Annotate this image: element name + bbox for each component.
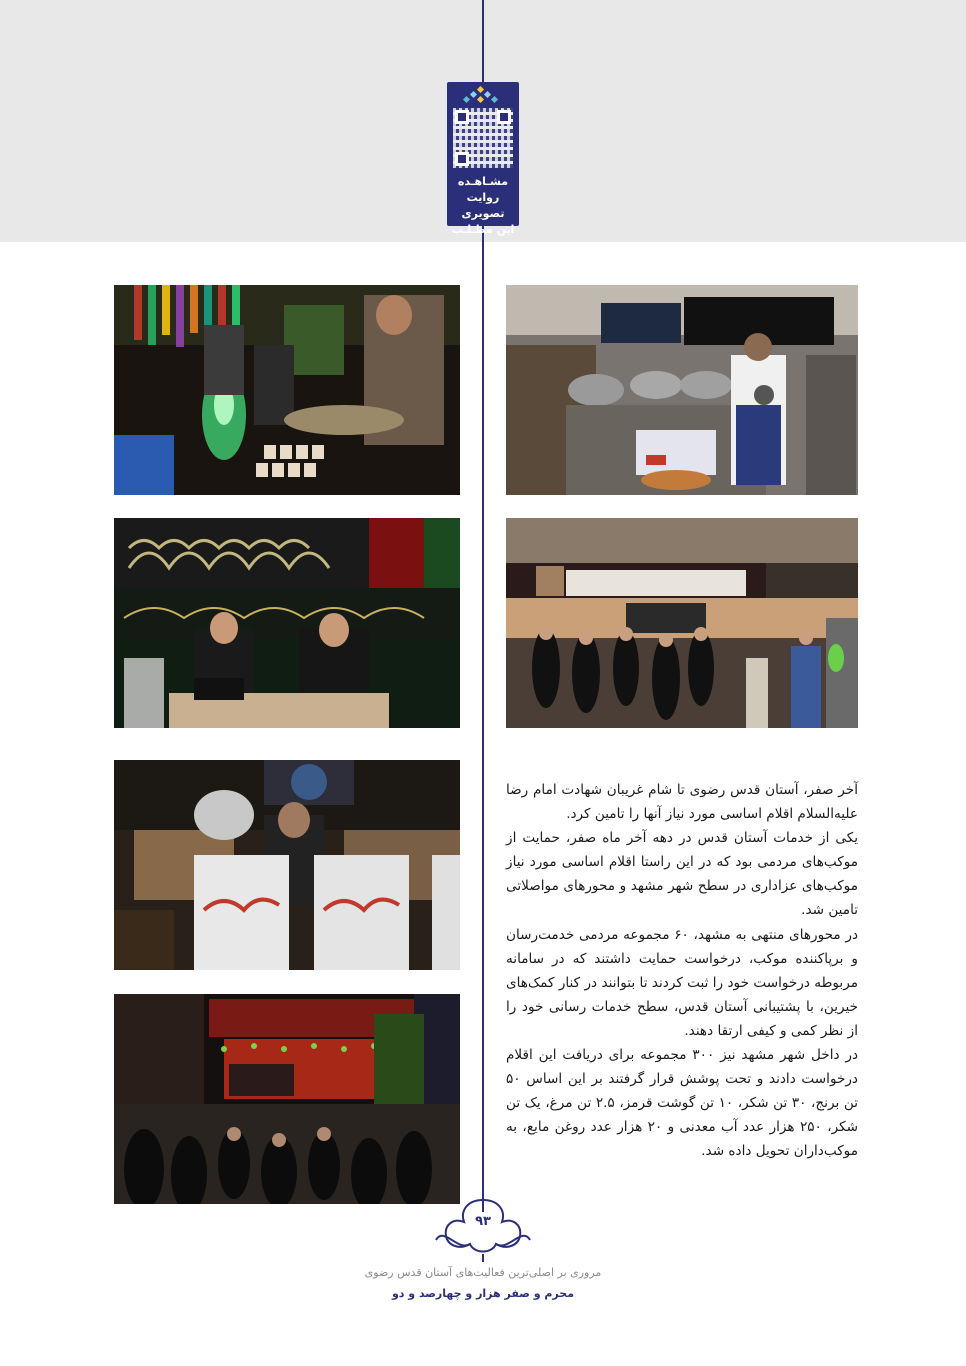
photo-crowd-night [114, 994, 460, 1204]
photo-mawkib-street [506, 518, 858, 728]
page-number-ornament-icon [430, 1196, 536, 1262]
footer-issue-title: محرم و صفر هزار و چهارصد و دو [391, 1287, 575, 1300]
article-body [506, 778, 858, 1164]
qr-finder [455, 110, 469, 124]
article-paragraph-2: یکی از خدمات آستان قدس در دهه آخر ماه صفر، حمایت از موکب‌های مردمی بود که در این راستا اقلام اساسی مورد نیاز موکب‌های عزاداری در سطح شهر مشهد و محورهای مواصلاتی تامین شد. [506, 830, 858, 919]
page-number: ۹۳ [475, 1214, 491, 1229]
article-paragraph-3: در محورهای منتهی به مشهد، ۶۰ مجموعه مردمی خدمت‌رسان و برپاکننده موکب، درخواست حمایت داشتند که در سامانه مربوطه درخواست خود را ثبت کردند تا بتوانند در کنار کمک‌های خیرین، با پشتیبانی آستان قدس، سطح خدمات رسانی خود را از نظر کمی و کیفی ارتقا دهند. [506, 926, 858, 1039]
photo-tea-station [114, 285, 460, 495]
qr-finder [455, 152, 469, 166]
photo-kitchen [506, 285, 858, 495]
photo-servers [114, 518, 460, 728]
ornament-icon [447, 86, 519, 104]
qr-label-line1: مشـاهـده [457, 175, 509, 188]
photo-samovars [114, 760, 460, 970]
footer-publication-title: مروری بر اصلی‌ترین فعالیت‌های آستان قدس رضوی [364, 1266, 602, 1279]
article-paragraph-4: در داخل شهر مشهد نیز ۳۰۰ مجموعه برای دریافت این اقلام درخواست دادند و تحت پوشش قرار گرفتند بر این اساس ۵۰ تن برنج، ۳۰ تن شکر، ۱۰ تن گوشت قرمز، ۲.۵ تن مرغ، یک تن شکر، ۲۵۰ هزار عدد آب معدنی و ۲۰ هزار عدد روغن مایع، به موکب‌داران تحویل داده شد. [506, 1047, 859, 1160]
qr-code-card[interactable] [447, 82, 519, 236]
qr-finder [497, 110, 511, 124]
qr-label-line3: این مطـلـب [451, 223, 515, 236]
article-paragraph-1: آخر صفر، آستان قدس رضوی تا شام غریبان شهادت امام رضا علیه‌السلام اقلام اساسی مورد نیاز آنها را تامین کرد. [506, 782, 858, 823]
qr-label-line2: روایت تصویری [461, 191, 505, 220]
